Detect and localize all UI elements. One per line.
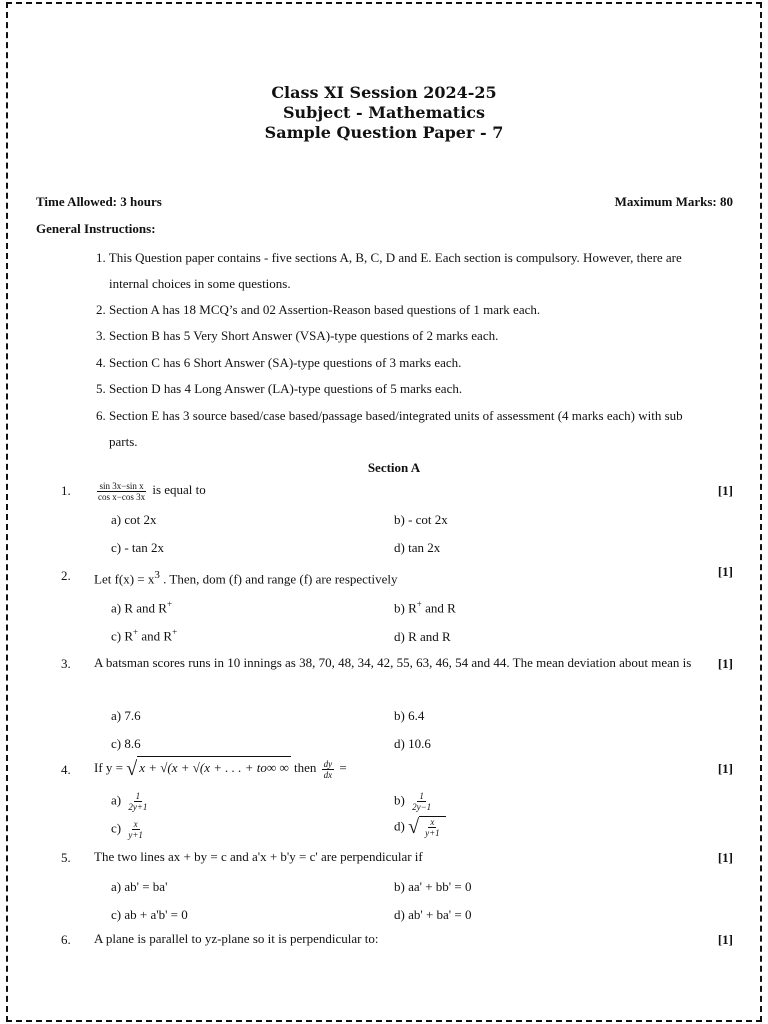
question-1-number: 1. bbox=[61, 483, 71, 498]
instruction-1-line1: 1. This Question paper contains - five sections A, B, C, D and E. Each section is compulsory. However, there are bbox=[96, 250, 682, 265]
question-4-option-c bbox=[111, 819, 147, 840]
option-text: and R bbox=[138, 628, 173, 644]
option-label: b) bbox=[394, 792, 405, 808]
question-4-stem-mid: then bbox=[293, 760, 317, 775]
fraction-numerator: x bbox=[133, 819, 138, 829]
time-allowed: Time Allowed: 3 hours bbox=[36, 194, 162, 209]
fraction-denominator: y+1 bbox=[128, 830, 143, 840]
derivative-fraction bbox=[322, 759, 335, 780]
instruction-1 bbox=[96, 245, 716, 297]
option-label: a) bbox=[111, 600, 122, 616]
option-label: b) bbox=[394, 600, 405, 616]
option-label: d) bbox=[394, 818, 405, 834]
option-fraction bbox=[126, 791, 149, 812]
question-4-option-d bbox=[394, 816, 446, 839]
question-5-marks: [1] bbox=[717, 850, 733, 865]
exponent: 3 bbox=[154, 569, 160, 581]
question-3-text: A batsman scores runs in 10 innings as 38, 70, 48, 34, 42, 55, 63, 46, 54 and 44. The mean deviation about mean is bbox=[94, 655, 692, 670]
radical-sign: √ bbox=[126, 758, 138, 781]
radical-sign: √ bbox=[408, 816, 420, 838]
superscript: + bbox=[172, 627, 178, 637]
question-2-option-c bbox=[111, 627, 177, 644]
question-6-number: 6. bbox=[61, 932, 71, 947]
question-2-option-d: d) R and R bbox=[394, 629, 451, 644]
question-2-marks: [1] bbox=[717, 564, 733, 579]
question-5-option-d: d) ab' + ba' = 0 bbox=[394, 907, 472, 922]
question-1-option-b: b) - cot 2x bbox=[394, 512, 448, 527]
paper-header bbox=[0, 83, 768, 143]
question-3-option-a: a) 7.6 bbox=[111, 708, 141, 723]
instruction-1-line2: internal choices in some questions. bbox=[109, 276, 291, 291]
question-6-text: A plane is parallel to yz-plane so it is perpendicular to: bbox=[94, 931, 379, 946]
instruction-6 bbox=[96, 403, 716, 455]
fraction-denominator: y+1 bbox=[425, 828, 440, 838]
question-3-option-d: d) 10.6 bbox=[394, 736, 431, 751]
question-2-number: 2. bbox=[61, 568, 71, 583]
question-2-option-b bbox=[394, 599, 456, 616]
superscript: + bbox=[133, 627, 139, 637]
fraction-denominator: cos x−cos 3x bbox=[98, 491, 146, 502]
instruction-2: 2. Section A has 18 MCQ’s and 02 Assertion-Reason based questions of 1 mark each. bbox=[96, 302, 541, 317]
fraction-numerator: x bbox=[430, 817, 435, 827]
fraction-denominator: 2y−1 bbox=[412, 802, 432, 812]
superscript: + bbox=[416, 599, 422, 609]
question-3-number: 3. bbox=[61, 656, 71, 671]
option-text: R and R bbox=[124, 600, 167, 616]
option-label: c) bbox=[111, 820, 122, 836]
fraction-numerator: sin 3x−sin x bbox=[99, 480, 144, 491]
question-2-stem-start: Let f(x) = x bbox=[94, 571, 155, 587]
instruction-4: 4. Section C has 6 Short Answer (SA)-type questions of 3 marks each. bbox=[96, 355, 462, 370]
instruction-5: 5. Section D has 4 Long Answer (LA)-type questions of 5 marks each. bbox=[96, 381, 463, 396]
option-text: R bbox=[408, 600, 417, 616]
subject-title: Subject - Mathematics bbox=[282, 103, 486, 122]
question-2-text bbox=[94, 564, 709, 590]
question-4-number: 4. bbox=[61, 762, 71, 777]
question-5-option-a: a) ab' = ba' bbox=[111, 879, 168, 894]
question-1-text bbox=[94, 479, 709, 502]
question-4-marks: [1] bbox=[717, 761, 733, 776]
section-a-title: Section A bbox=[367, 460, 421, 475]
maximum-marks: Maximum Marks: 80 bbox=[614, 194, 733, 209]
question-5-option-b: b) aa' + bb' = 0 bbox=[394, 879, 472, 894]
question-1-marks: [1] bbox=[717, 483, 733, 498]
option-label: a) bbox=[111, 792, 122, 808]
general-instructions-title: General Instructions: bbox=[36, 221, 156, 236]
option-fraction bbox=[126, 819, 145, 840]
option-text: R bbox=[124, 628, 134, 644]
option-fraction bbox=[423, 817, 442, 838]
question-4-option-b bbox=[394, 791, 435, 812]
instruction-3: 3. Section B has 5 Very Short Answer (VSA)-type questions of 2 marks each. bbox=[96, 328, 499, 343]
question-5-number: 5. bbox=[61, 850, 71, 865]
question-3-option-c: c) 8.6 bbox=[111, 736, 141, 751]
question-4-stem-end: = bbox=[339, 760, 347, 775]
instruction-6-line1: 6. Section E has 3 source based/case based/passage based/integrated units of assessment (4 marks each) with sub bbox=[96, 408, 683, 423]
question-2-stem-end: . Then, dom (f) and range (f) are respectively bbox=[163, 571, 398, 587]
option-label: c) bbox=[111, 628, 122, 644]
meta-row bbox=[36, 194, 733, 210]
question-5-text: The two lines ax + by = c and a'x + b'y = c' are perpendicular if bbox=[94, 849, 423, 864]
question-1-option-a: a) cot 2x bbox=[111, 512, 157, 527]
question-3-option-b: b) 6.4 bbox=[394, 708, 425, 723]
question-1-option-d: d) tan 2x bbox=[394, 540, 441, 555]
question-4-stem-start: If y = bbox=[94, 760, 123, 775]
fraction-denominator: 2y+1 bbox=[128, 802, 148, 812]
fraction-denominator: dx bbox=[323, 769, 333, 780]
instruction-6-line2: parts. bbox=[109, 434, 138, 449]
radicand: x + √(x + √(x + . . . + to∞ ∞ bbox=[137, 756, 290, 779]
class-session-title: Class XI Session 2024-25 bbox=[271, 83, 497, 102]
superscript: + bbox=[166, 599, 173, 609]
option-radicand bbox=[419, 816, 446, 838]
question-3-marks: [1] bbox=[717, 656, 733, 671]
question-1-option-c: c) - tan 2x bbox=[111, 540, 165, 555]
fraction-numerator: 1 bbox=[419, 791, 424, 801]
question-4-text bbox=[94, 756, 709, 780]
option-fraction bbox=[410, 791, 433, 812]
question-6-marks: [1] bbox=[717, 932, 733, 947]
question-4-option-a bbox=[111, 791, 151, 812]
fraction-numerator: 1 bbox=[135, 791, 141, 801]
option-text: and R bbox=[421, 600, 456, 616]
question-5-option-c: c) ab + a'b' = 0 bbox=[111, 907, 188, 922]
question-1-stem: is equal to bbox=[152, 482, 206, 497]
question-2-option-a bbox=[111, 599, 172, 616]
paper-title: Sample Question Paper - 7 bbox=[264, 123, 504, 142]
fraction-numerator: dy bbox=[323, 758, 333, 769]
question-1-fraction bbox=[96, 481, 147, 502]
